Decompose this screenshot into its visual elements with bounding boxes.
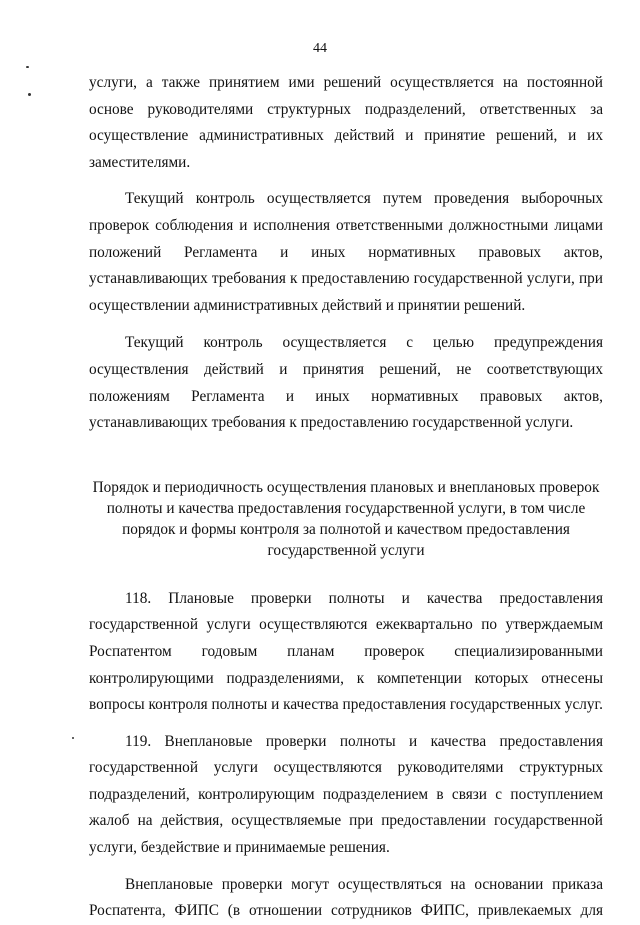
page-number: 44 — [313, 41, 327, 56]
paragraph-continuation: услуги, а также принятием ими решений осуществляется на постоянной основе руководителями структурных подразделений, ответственных за осуществление административных действий и принятие решений, и их заместителями. — [89, 74, 603, 171]
section-heading: Порядок и периодичность осуществления плановых и внеплановых проверок полноты и качества предоставления государственной услуги, в том числе порядок и формы контроля за полнотой и качеством предоставления государственной услуги — [92, 478, 600, 559]
paragraph-119: 119. Внеплановые проверки полноты и качества предоставления государственной услуги осуществляются руководителями структурных подразделений, контролирующим подразделением в связи с поступлением жалоб на действия, осуществляемые при предоставлении государственной услуги, бездействие и принимаемые решения. — [89, 732, 603, 857]
paragraph-118: 118. Плановые проверки полноты и качества предоставления государственной услуги осуществляются ежеквартально по утверждаемым Роспатентом годовым планам проверок специализированными контролирующими подразделениями, к компетенции которых отнесены вопросы контроля полноты и качества предоставления государственных услуг. — [89, 589, 603, 714]
paragraph-current-control: Текущий контроль осуществляется путем проведения выборочных проверок соблюдения и исполнения ответственными должностными лицами положений Регламента и иных нормативных правовых актов, устанавливающих требования к предоставлению государственной услуги, при осуществлении административных действий и принятии решений. — [89, 190, 603, 314]
paragraph-current-control-purpose: Текущий контроль осуществляется с целью предупреждения осуществления действий и принятия решений, не соответствующих положениям Регламента и иных нормативных правовых актов, устанавливающих требования к предоставлению государственной услуги. — [89, 334, 603, 432]
scan-speck — [72, 737, 74, 739]
document-body — [89, 70, 603, 925]
scan-speck — [26, 66, 29, 68]
scan-speck — [28, 93, 31, 96]
paragraph-unscheduled-checks: Внеплановые проверки могут осуществляться на основании приказа Роспатента, ФИПС (в отношении сотрудников ФИПС, привлекаемых для — [89, 875, 603, 920]
